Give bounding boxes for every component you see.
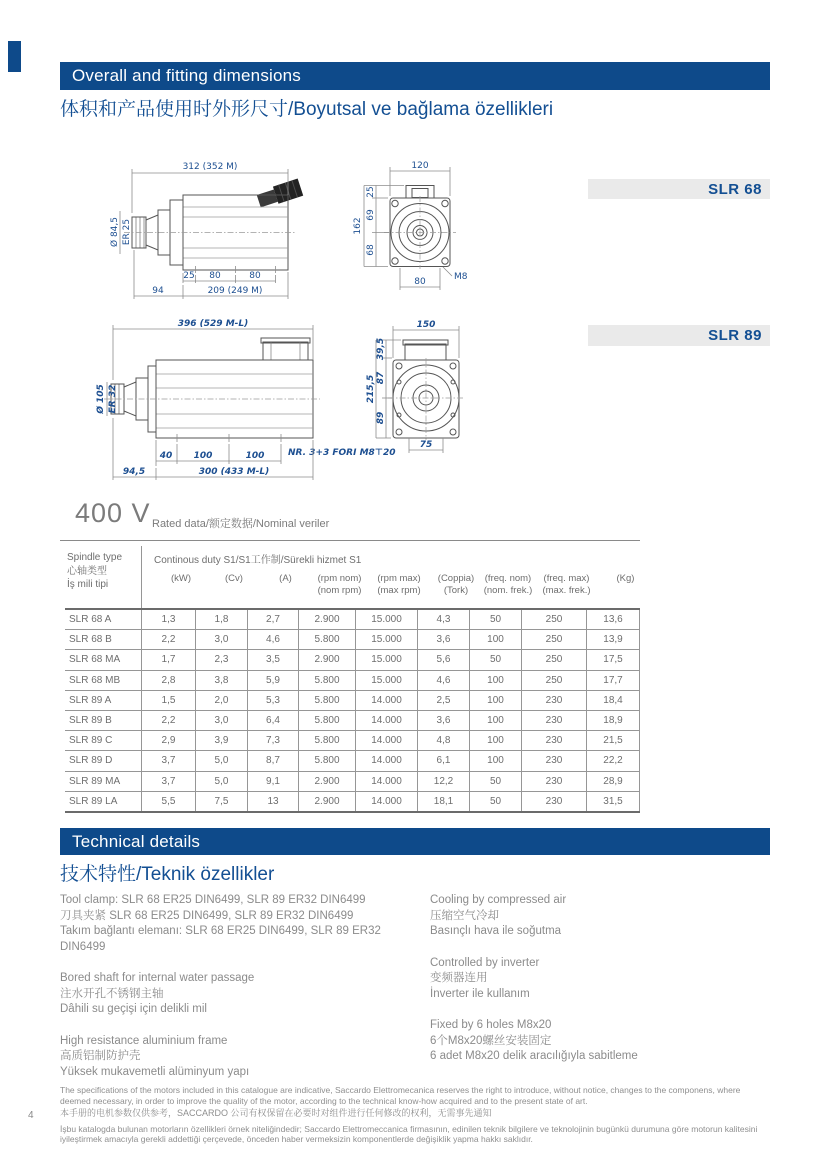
spindle-type-cell: SLR 68 MA	[65, 650, 142, 669]
table-row	[65, 771, 640, 791]
value-cell: 5,3	[248, 691, 299, 710]
dim-label: 94,5	[122, 467, 146, 477]
column-header: (rpm nom) (nom rpm)	[317, 573, 362, 596]
dim-label: Ø 105	[96, 384, 106, 414]
table-row	[65, 629, 640, 649]
slr89-badge: SLR 89	[588, 325, 770, 346]
table-row	[65, 750, 640, 770]
value-cell: 100	[470, 691, 522, 710]
section-dimensions-bar	[60, 62, 770, 90]
value-cell: 2,2	[142, 630, 196, 649]
value-cell: 13,6	[587, 610, 640, 629]
table-body	[65, 608, 640, 813]
dim-label: 87	[376, 371, 386, 385]
spindle-type-cell: SLR 89 LA	[65, 792, 142, 811]
table-row	[65, 649, 640, 669]
value-cell: 2,9	[142, 731, 196, 750]
spindle-type-header: Spindle type 心轴类型 İş mili tipi	[65, 546, 142, 608]
value-cell: 50	[470, 792, 522, 811]
value-cell: 5,9	[248, 671, 299, 690]
feature-line: 注水开孔不锈钢主轴	[60, 987, 164, 1000]
value-cell: 2,7	[248, 610, 299, 629]
value-cell: 230	[522, 711, 587, 730]
value-cell: 31,5	[587, 792, 640, 811]
value-cell: 13,9	[587, 630, 640, 649]
column-header: (freq. max) (max. frek.)	[542, 573, 591, 596]
section-dimensions-title: Overall and fitting dimensions	[72, 66, 302, 85]
table-row	[65, 710, 640, 730]
feature-line: Controlled by inverter	[430, 956, 540, 969]
feature-line: High resistance aluminium frame	[60, 1034, 228, 1047]
value-cell: 3,8	[196, 671, 248, 690]
dim-label: 94	[152, 286, 164, 296]
feature-line: 6个M8x20螺丝安装固定	[430, 1034, 552, 1047]
value-cell: 5.800	[299, 731, 356, 750]
table-row	[65, 791, 640, 811]
value-cell: 250	[522, 650, 587, 669]
dim-label: M8	[454, 272, 468, 282]
value-cell: 14.000	[356, 731, 418, 750]
ratings-table	[65, 546, 640, 813]
value-cell: 100	[470, 731, 522, 750]
value-cell: 3,5	[248, 650, 299, 669]
value-cell: 3,0	[196, 630, 248, 649]
value-cell: 5.800	[299, 751, 356, 770]
value-cell: 2.900	[299, 792, 356, 811]
disclaimer-tr: İşbu katalogda bulunan motorların özellikleri örnek niteliğindedir; Saccardo Elettromeccanica firmasının, edinilen teknik bilgilere ve teknolojinin bugünkü durumuna göre motorun kalitesini iyileştirmek amacıyla gerekli addettiği çerçevede, önceden haber vermeksizin komponentlerde değişiklik yapma hakkı saklıdır.	[60, 1123, 758, 1144]
value-cell: 4,8	[418, 731, 470, 750]
table-row	[65, 690, 640, 710]
slr68-side-drawing	[110, 155, 360, 305]
value-cell: 1,7	[142, 650, 196, 669]
dim-label: 312 (352 M)	[182, 162, 238, 172]
value-cell: 6,1	[418, 751, 470, 770]
dim-label: 150	[416, 320, 436, 330]
disclaimer-zh: 本手册的电机参数仅供参考，SACCARDO 公司有权保留在必要时对组件进行任何修改的权利，无需事先通知	[60, 1108, 492, 1118]
dim-label: 39,5	[376, 337, 386, 361]
connector-box	[405, 344, 446, 360]
value-cell: 2.900	[299, 772, 356, 791]
cable-gland	[256, 179, 303, 210]
value-cell: 15.000	[356, 610, 418, 629]
table-row	[65, 610, 640, 629]
spindle-type-cell: SLR 68 MB	[65, 671, 142, 690]
value-cell: 100	[470, 711, 522, 730]
feature-block	[60, 1034, 422, 1081]
disclaimer-en: The specifications of the motors included in this catalogue are indicative, Saccardo Elettromecanica reserves the right to introduce, without notice, changes to the componens, where deemed necessary, in order to improve the quality of the motor, according to the technical know-how acquired and to the present state of art.	[60, 1085, 741, 1106]
holes-note: NR. 3+3 FORI M8⊤20	[288, 448, 396, 458]
feature-block	[60, 971, 422, 1018]
value-cell: 1,3	[142, 610, 196, 629]
value-cell: 50	[470, 772, 522, 791]
dim-label: 100	[245, 451, 265, 461]
feature-block	[60, 893, 422, 955]
value-cell: 14.000	[356, 792, 418, 811]
value-cell: 14.000	[356, 691, 418, 710]
column-header: (A)	[279, 573, 292, 584]
dim-label: 396 (529 M-L)	[177, 319, 249, 329]
tech-right	[430, 893, 770, 1081]
value-cell: 17,5	[587, 650, 640, 669]
dim-label: 25	[366, 186, 376, 198]
spindle-type-cell: SLR 89 C	[65, 731, 142, 750]
value-cell: 230	[522, 751, 587, 770]
value-cell: 3,7	[142, 751, 196, 770]
column-header: (Kg)	[616, 573, 635, 584]
value-cell: 250	[522, 630, 587, 649]
feature-line: Bored shaft for internal water passage	[60, 972, 255, 984]
feature-block	[430, 893, 770, 940]
table-row	[65, 670, 640, 690]
value-cell: 17,7	[587, 671, 640, 690]
value-cell: 7,5	[196, 792, 248, 811]
value-cell: 250	[522, 610, 587, 629]
dim-label: 89	[376, 411, 386, 425]
spindle-type-cell: SLR 89 D	[65, 751, 142, 770]
dim-label: 300 (433 M-L)	[198, 467, 270, 477]
slr68-badge: SLR 68	[588, 179, 770, 199]
value-cell: 18,4	[587, 691, 640, 710]
section-technical-title: Technical details	[72, 831, 201, 851]
value-cell: 15.000	[356, 671, 418, 690]
value-cell: 3,7	[142, 772, 196, 791]
voltage-label: 400 V	[75, 498, 151, 528]
rated-data-label: Rated data/额定数据/Nominal veriler	[152, 518, 330, 530]
tech-left	[60, 893, 422, 1096]
feature-line: Dâhili su geçişi için delikli mil	[60, 1003, 207, 1015]
value-cell: 5,0	[196, 772, 248, 791]
section-dimensions-subtitle: 体积和产品使用时外形尺寸/Boyutsal ve bağlama özellikleri	[60, 99, 554, 120]
feature-line: 压缩空气冷却	[430, 909, 499, 922]
value-cell: 4,6	[418, 671, 470, 690]
value-cell: 230	[522, 772, 587, 791]
value-cell: 18,9	[587, 711, 640, 730]
table-row	[65, 730, 640, 750]
value-cell: 4,6	[248, 630, 299, 649]
connector-box	[263, 342, 308, 360]
value-cell: 3,0	[196, 711, 248, 730]
dim-label: ER 25	[122, 218, 132, 246]
value-cell: 2,0	[196, 691, 248, 710]
value-cell: 2.900	[299, 610, 356, 629]
value-cell: 1,8	[196, 610, 248, 629]
value-cell: 9,1	[248, 772, 299, 791]
duty-group-title: Continous duty S1/S1工作制/Sürekli hizmet S1	[154, 555, 362, 566]
slr89-front-drawing	[368, 318, 548, 488]
feature-block	[430, 956, 770, 1003]
spindle-type-cell: SLR 68 A	[65, 610, 142, 629]
dim-label: 75	[419, 440, 433, 450]
value-cell: 2.900	[299, 650, 356, 669]
section-technical-subtitle: 技术特性/Teknik özellikler	[60, 864, 275, 885]
column-header: (kW)	[170, 573, 192, 584]
spindle-type-cell: SLR 89 B	[65, 711, 142, 730]
spindle-type-cell: SLR 68 B	[65, 630, 142, 649]
value-cell: 100	[470, 671, 522, 690]
column-header: (freq. nom) (nom. frek.)	[483, 573, 533, 596]
value-cell: 2,8	[142, 671, 196, 690]
value-cell: 3,6	[418, 711, 470, 730]
feature-line: 变频器连用	[430, 972, 488, 984]
value-cell: 15.000	[356, 630, 418, 649]
value-cell: 21,5	[587, 731, 640, 750]
value-cell: 14.000	[356, 711, 418, 730]
feature-line: Takım bağlantı elemanı: SLR 68 ER25 DIN6499, SLR 89 ER32 DIN6499	[60, 925, 381, 953]
dim-label: 80	[414, 277, 426, 287]
feature-line: Tool clamp: SLR 68 ER25 DIN6499, SLR 89 ER32 DIN6499	[60, 894, 366, 906]
feature-line: 刀具夹紧 SLR 68 ER25 DIN6499, SLR 89 ER32 DIN6499	[60, 909, 354, 922]
duty-group-header	[142, 546, 640, 608]
page-number: 4	[28, 1110, 34, 1121]
table-unit-row	[154, 573, 640, 597]
dim-label: 162	[353, 217, 363, 235]
column-header: (Coppia) (Tork)	[437, 573, 475, 596]
feature-block	[430, 1018, 770, 1065]
dim-label: 80	[249, 271, 261, 281]
value-cell: 50	[470, 610, 522, 629]
feature-line: 6 adet M8x20 delik aracılığıyla sabitleme	[430, 1050, 638, 1062]
footer-disclaimer	[60, 1085, 772, 1145]
value-cell: 5.800	[299, 711, 356, 730]
value-cell: 5,0	[196, 751, 248, 770]
value-cell: 250	[522, 671, 587, 690]
value-cell: 3,6	[418, 630, 470, 649]
spindle-type-cell: SLR 89 A	[65, 691, 142, 710]
value-cell: 4,3	[418, 610, 470, 629]
dim-label: 215,5	[366, 374, 376, 404]
value-cell: 5.800	[299, 671, 356, 690]
value-cell: 12,2	[418, 772, 470, 791]
feature-line: Basınçlı hava ile soğutma	[430, 925, 562, 937]
value-cell: 100	[470, 630, 522, 649]
feature-line: Yüksek mukavemetli alüminyum yapı	[60, 1065, 250, 1078]
dim-label: Ø 84,5	[110, 217, 120, 247]
spindle-type-cell: SLR 89 MA	[65, 772, 142, 791]
table-header	[65, 546, 640, 608]
dim-label: 69	[366, 209, 376, 221]
value-cell: 22,2	[587, 751, 640, 770]
dim-label: 120	[411, 161, 429, 171]
value-cell: 3,9	[196, 731, 248, 750]
value-cell: 8,7	[248, 751, 299, 770]
value-cell: 2,2	[142, 711, 196, 730]
value-cell: 2,3	[196, 650, 248, 669]
corner-accent-mark	[8, 41, 21, 72]
dim-label: 40	[159, 451, 173, 461]
value-cell: 2,5	[418, 691, 470, 710]
feature-line: Fixed by 6 holes M8x20	[430, 1019, 552, 1031]
slr68-front-drawing	[348, 155, 528, 305]
dim-label: 100	[193, 451, 213, 461]
value-cell: 7,3	[248, 731, 299, 750]
table-top-rule	[60, 540, 640, 541]
dim-label: 25	[183, 271, 195, 281]
value-cell: 230	[522, 691, 587, 710]
feature-line: 高质铝制防护壳	[60, 1050, 141, 1062]
feature-line: Cooling by compressed air	[430, 894, 567, 906]
value-cell: 14.000	[356, 772, 418, 791]
column-header: (rpm max) (max rpm)	[377, 573, 421, 596]
value-cell: 13	[248, 792, 299, 811]
column-header: (Cv)	[225, 573, 243, 584]
dim-label: 209 (249 M)	[207, 286, 263, 296]
value-cell: 100	[470, 751, 522, 770]
value-cell: 6,4	[248, 711, 299, 730]
value-cell: 50	[470, 650, 522, 669]
feature-line: İnverter ile kullanım	[430, 987, 530, 1000]
value-cell: 5.800	[299, 691, 356, 710]
value-cell: 5.800	[299, 630, 356, 649]
value-cell: 5,6	[418, 650, 470, 669]
value-cell: 15.000	[356, 650, 418, 669]
value-cell: 1,5	[142, 691, 196, 710]
section-technical-bar	[60, 828, 770, 855]
value-cell: 14.000	[356, 751, 418, 770]
value-cell: 230	[522, 731, 587, 750]
value-cell: 230	[522, 792, 587, 811]
dim-label: 80	[209, 271, 221, 281]
value-cell: 5,5	[142, 792, 196, 811]
dim-label: ER 32	[108, 384, 118, 414]
dim-label: 68	[366, 244, 376, 256]
value-cell: 18,1	[418, 792, 470, 811]
value-cell: 28,9	[587, 772, 640, 791]
